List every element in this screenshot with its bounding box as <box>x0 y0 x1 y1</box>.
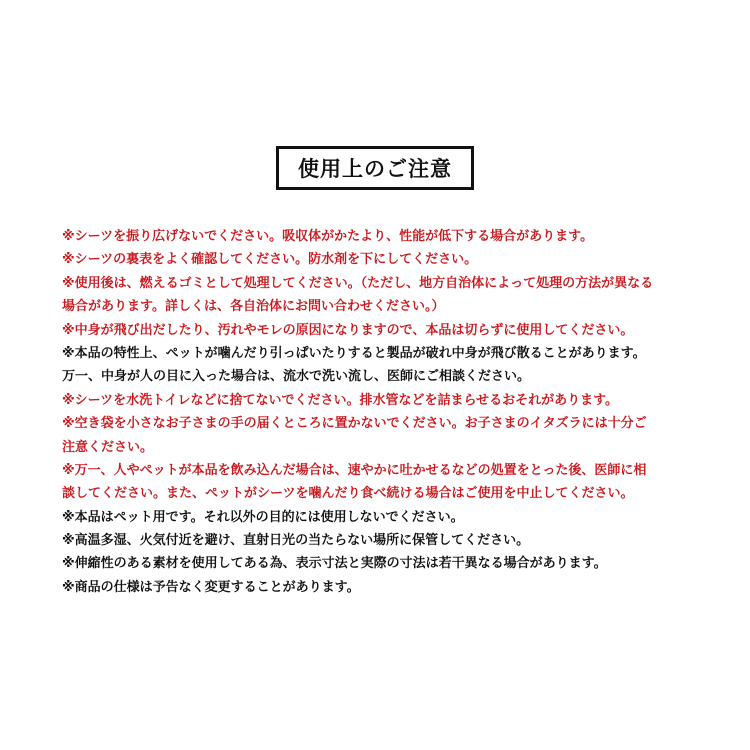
caution-line: ※シーツを振り広げないでください。吸収体がかたより、性能が低下する場合があります。 <box>62 229 594 244</box>
caution-line: 場合があります。詳しくは、各自治体にお問い合わせください。） <box>62 299 445 315</box>
page-title: 使用上のご注意 <box>298 157 452 181</box>
caution-line: 注意ください。 <box>62 439 154 455</box>
caution-line: ※商品の仕様は予告なく変更することがあります。 <box>62 579 360 595</box>
caution-list <box>62 225 700 599</box>
caution-line: ※空き袋を小さなお子さまの手の届くところに置かないでください。お子さまのイタズラには十分ご <box>62 416 647 432</box>
title-box <box>276 146 474 190</box>
caution-line: ※万一、人やペットが本品を飲み込んだ場合は、速やかに吐かせるなどの処置をとった後、医師に相 <box>62 462 647 478</box>
caution-line: ※本品はペット用です。それ以外の目的には使用しないでください。 <box>62 509 464 525</box>
caution-line: 談してください。また、ペットがシーツを噛んだり食べ続ける場合はご使用を中止してください。 <box>62 486 634 502</box>
caution-line: ※本品の特性上、ペットが噛んだり引っぱいたりすると製品が破れ中身が飛び散ることがあります。 <box>62 345 646 361</box>
caution-line: ※シーツの裏表をよく確認してください。防水剤を下にしてください。 <box>62 252 478 268</box>
caution-line: ※シーツを水洗トイレなどに捨てないでください。排水管などを詰まらせるおそれがあります。 <box>62 392 619 408</box>
caution-line: ※使用後は、燃えるゴミとして処理してください。（ただし、地方自治体によって処理の方法が異なる <box>62 275 654 291</box>
caution-line: ※伸縮性のある素材を使用してある為、表示寸法と実際の寸法は若干異なる場合があります。 <box>62 556 607 572</box>
caution-line: 万一、中身が人の目に入った場合は、流水で洗い流し、医師にご相談ください。 <box>62 369 531 385</box>
caution-line: ※中身が飛び出だしたり、汚れやモレの原因になりますので、本品は切らずに使用してください。 <box>62 322 634 338</box>
caution-line: ※高温多湿、火気付近を避け、直射日光の当たらない場所に保管してください。 <box>62 533 530 549</box>
